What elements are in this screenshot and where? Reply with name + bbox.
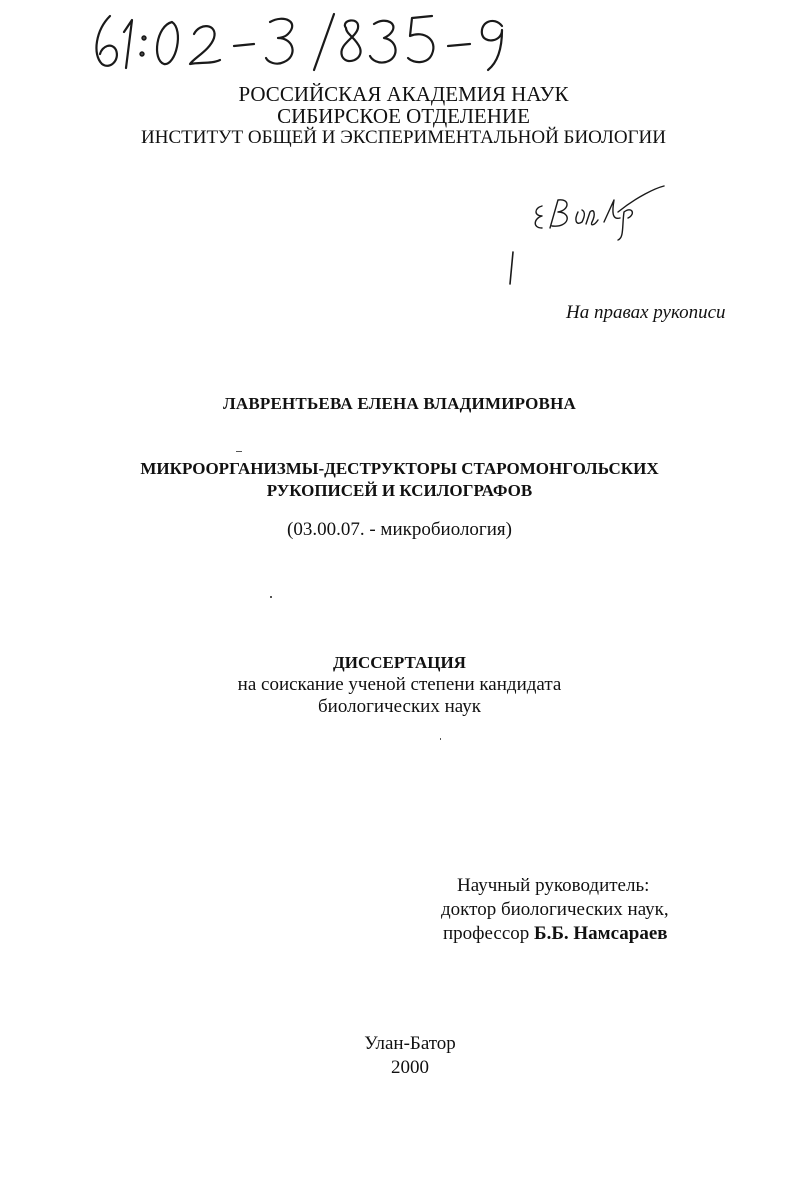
- signature-drawing: [528, 182, 668, 242]
- dissertation-label: ДИССЕРТАЦИЯ: [333, 653, 466, 672]
- handwritten-number-drawing: [88, 8, 528, 76]
- scan-speck: [270, 596, 272, 598]
- scan-speck: [440, 738, 441, 740]
- dissertation-title: [0, 458, 799, 502]
- degree-line: на соискание ученой степени кандидата: [237, 674, 562, 695]
- place-and-year: [330, 1032, 490, 1080]
- field-line: биологических наук: [318, 696, 481, 717]
- year: 2000: [391, 1057, 429, 1078]
- advisor-label: Научный руководитель:: [457, 875, 650, 896]
- institute-name: ИНСТИТУТ ОБЩЕЙ И ЭКСПЕРИМЕНТАЛЬНОЙ БИОЛОГИИ: [141, 127, 666, 148]
- branch-name: СИБИРСКОЕ ОТДЕЛЕНИЕ: [277, 104, 530, 128]
- handwritten-signature: [528, 182, 668, 242]
- title-line-1: МИКРООРГАНИЗМЫ-ДЕСТРУКТОРЫ СТАРОМОНГОЛЬСКИХ: [140, 459, 659, 478]
- scientific-advisor: [440, 874, 669, 946]
- advisor-name: Б.Б. Намсараев: [534, 923, 668, 944]
- dissertation-block: [0, 652, 799, 718]
- advisor-degree: доктор биологических наук,: [441, 899, 669, 920]
- academy-name: РОССИЙСКАЯ АКАДЕМИЯ НАУК: [238, 82, 569, 106]
- scan-speck: [236, 451, 242, 452]
- author-name: ЛАВРЕНТЬЕВА ЕЛЕНА ВЛАДИМИРОВНА: [223, 394, 576, 413]
- manuscript-rights-notice: На правах рукописи: [566, 302, 726, 323]
- advisor-name-line: [440, 922, 669, 946]
- title-line-2: РУКОПИСЕЙ И КСИЛОГРАФОВ: [266, 481, 533, 500]
- specialty-code: (03.00.07. - микробиология): [287, 519, 512, 540]
- advisor-title: профессор: [443, 923, 535, 944]
- handwritten-stroke-mark: [506, 250, 516, 286]
- city: Улан-Батор: [364, 1033, 456, 1054]
- handwritten-archive-number: [88, 8, 528, 76]
